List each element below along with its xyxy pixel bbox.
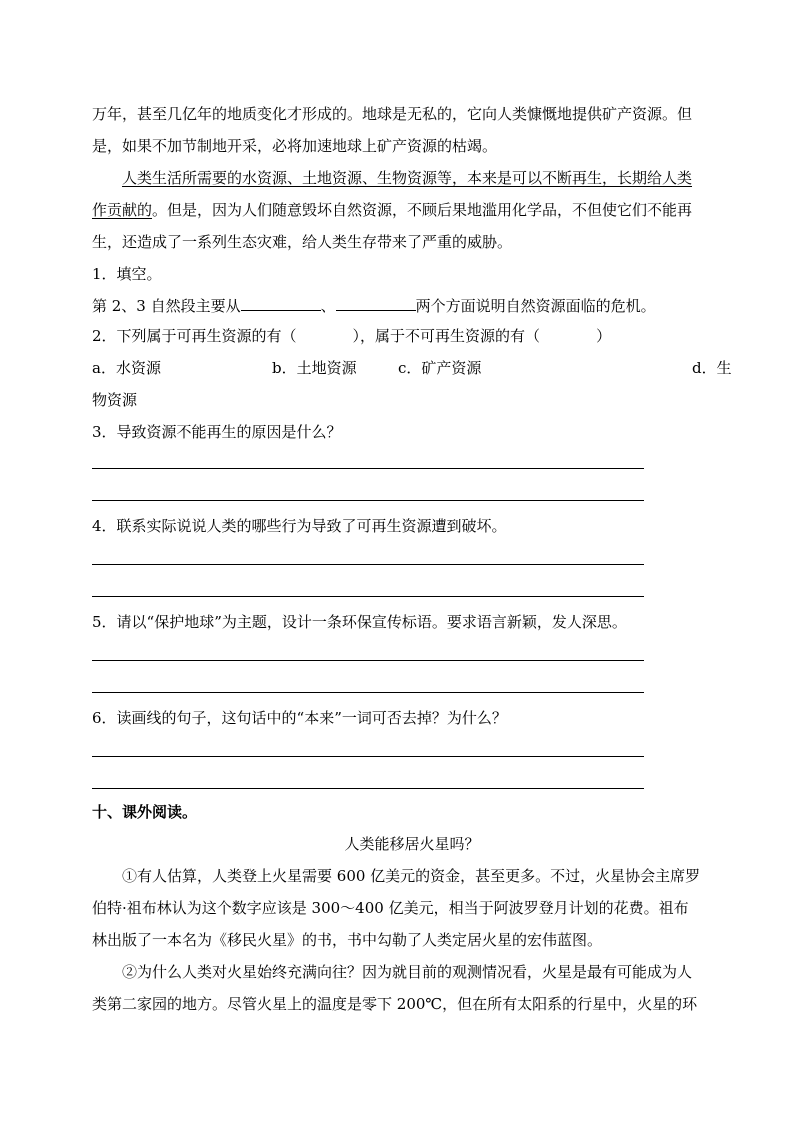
question-2-middle: ），属于不可再生资源的有（ [352,327,541,345]
question-1-separator: 、 [320,297,336,315]
answer-line[interactable] [92,692,644,693]
passage-paragraph-2-line-3: 生，还造成了一系列生态灾难，给人类生存带来了严重的威胁。 [92,233,513,251]
question-6: 6．读画线的句子，这句话中的“本来”一词可否去掉？为什么？ [92,709,507,727]
reading-paragraph-2-line-2: 类第二家园的地方。尽管火星上的温度是零下 200℃，但在所有太阳系的行星中，火星的环 [92,995,698,1013]
question-2-end: ） [596,327,612,345]
answer-line[interactable] [92,660,644,661]
option-a: a．水资源 [92,359,161,377]
section-heading: 十、课外阅读。 [92,803,198,821]
question-2-options [92,358,732,378]
option-d-part-1: d．生 [692,359,732,377]
question-1-fill-in [92,296,732,316]
answer-line[interactable] [92,468,644,469]
passage-paragraph-2-line-1 [122,168,734,188]
underlined-sentence-part-1: 人类生活所需要的水资源、土地资源、生物资源等，本来是可以不断再生，长期给人类 [122,169,693,187]
answer-line[interactable] [92,500,644,501]
question-1-suffix: 两个方面说明自然资源面临的危机。 [415,297,656,315]
option-d-part-2: 物资源 [92,391,138,409]
answer-line[interactable] [92,756,644,757]
question-1-prefix: 第 2、3 自然段主要从 [92,297,241,315]
answer-line[interactable] [92,564,644,565]
reading-title: 人类能移居火星吗？ [344,835,480,853]
reading-paragraph-1-line-1: ①有人估算，人类登上火星需要 600 亿美元的资金，甚至更多。不过，火星协会主席罗 [122,867,701,885]
question-1-title: 1．填空。 [92,265,162,283]
passage-paragraph-1-line-1: 万年，甚至几亿年的地质变化才形成的。地球是无私的，它向人类慷慨地提供矿产资源。但 [92,105,693,123]
reading-paragraph-1-line-2: 伯特·祖布林认为这个数字应该是 300～400 亿美元，相当于阿波罗登月计划的花费。祖布 [92,899,689,917]
reading-paragraph-1-line-3: 林出版了一本名为《移民火星》的书，书中勾勒了人类定居火星的宏伟蓝图。 [92,931,603,949]
reading-paragraph-2-line-1: ②为什么人类对火星始终充满向往？因为就目前的观测情况看，火星是最有可能成为人 [122,963,693,981]
underlined-sentence-part-2: 作贡献的 [92,201,153,219]
question-2 [92,326,732,346]
question-4: 4．联系实际说说人类的哪些行为导致了可再生资源遭到破坏。 [92,517,507,535]
passage-paragraph-1-line-2: 是，如果不加节制地开采，必将加速地球上矿产资源的枯竭。 [92,137,498,155]
question-3: 3．导致资源不能再生的原因是什么？ [92,423,342,441]
passage-paragraph-2-line-2 [92,200,732,220]
option-b: b．土地资源 [272,359,357,377]
passage-paragraph-2-line-2-rest: 。但是，因为人们随意毁坏自然资源，不顾后果地滥用化学品，不但使它们不能再 [152,201,693,219]
fill-blank-2[interactable] [336,296,416,311]
answer-line[interactable] [92,596,644,597]
fill-blank-1[interactable] [241,296,321,311]
answer-line[interactable] [92,788,644,789]
question-2-prefix: 2．下列属于可再生资源的有（ [92,327,297,345]
question-5: 5．请以“保护地球”为主题，设计一条环保宣传标语。要求语言新颖，发人深思。 [92,613,627,631]
option-c: c．矿产资源 [398,359,482,377]
